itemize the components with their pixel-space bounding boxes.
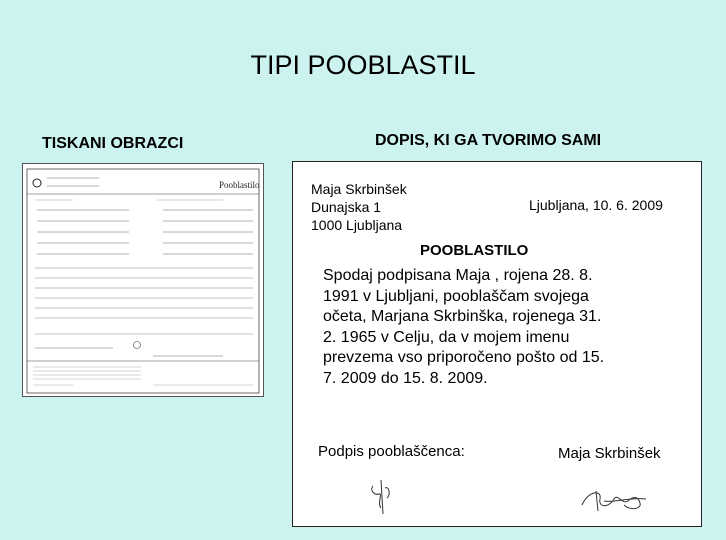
letter-panel <box>292 161 702 527</box>
address-line: Dunajska 1 <box>311 199 382 215</box>
signature-label: Podpis pooblaščenca: <box>318 443 465 460</box>
form-title: Pooblastilo <box>219 180 260 190</box>
address-line: 1000 Ljubljana <box>311 217 403 233</box>
body-line: očeta, Marjana Skrbinška, rojenega 31. <box>323 308 602 325</box>
agent-signature-image <box>367 474 395 520</box>
principal-signature-image <box>574 479 654 519</box>
slide-title: TIPI POOBLASTIL <box>250 50 476 80</box>
body-line: 2. 1965 v Celju, da v mojem imenu <box>323 328 570 346</box>
body-line: Spodaj podpisana Maja , rojena 28. 8. <box>323 267 593 284</box>
letter-title: POOBLASTILO <box>420 242 529 259</box>
body-line: prevzema vso priporočeno pošto od 15. <box>323 349 605 366</box>
address-line: Maja Skrbinšek <box>311 181 407 197</box>
signature-name: Maja Skrbinšek <box>558 445 661 462</box>
printed-forms-heading: TISKANI OBRAZCI <box>42 135 184 152</box>
form-logo-icon <box>33 179 41 187</box>
sender-address <box>311 180 407 234</box>
custom-letter-heading: DOPIS, KI GA TVORIMO SAMI <box>375 132 602 149</box>
body-line: 1991 v Ljubljani, pooblaščam svojega <box>323 287 589 305</box>
body-line: 7. 2009 do 15. 8. 2009. <box>323 369 488 387</box>
letter-body <box>323 266 673 389</box>
letter-date: Ljubljana, 10. 6. 2009 <box>529 197 663 213</box>
printed-form-image <box>22 163 264 397</box>
form-sketch <box>23 164 263 396</box>
